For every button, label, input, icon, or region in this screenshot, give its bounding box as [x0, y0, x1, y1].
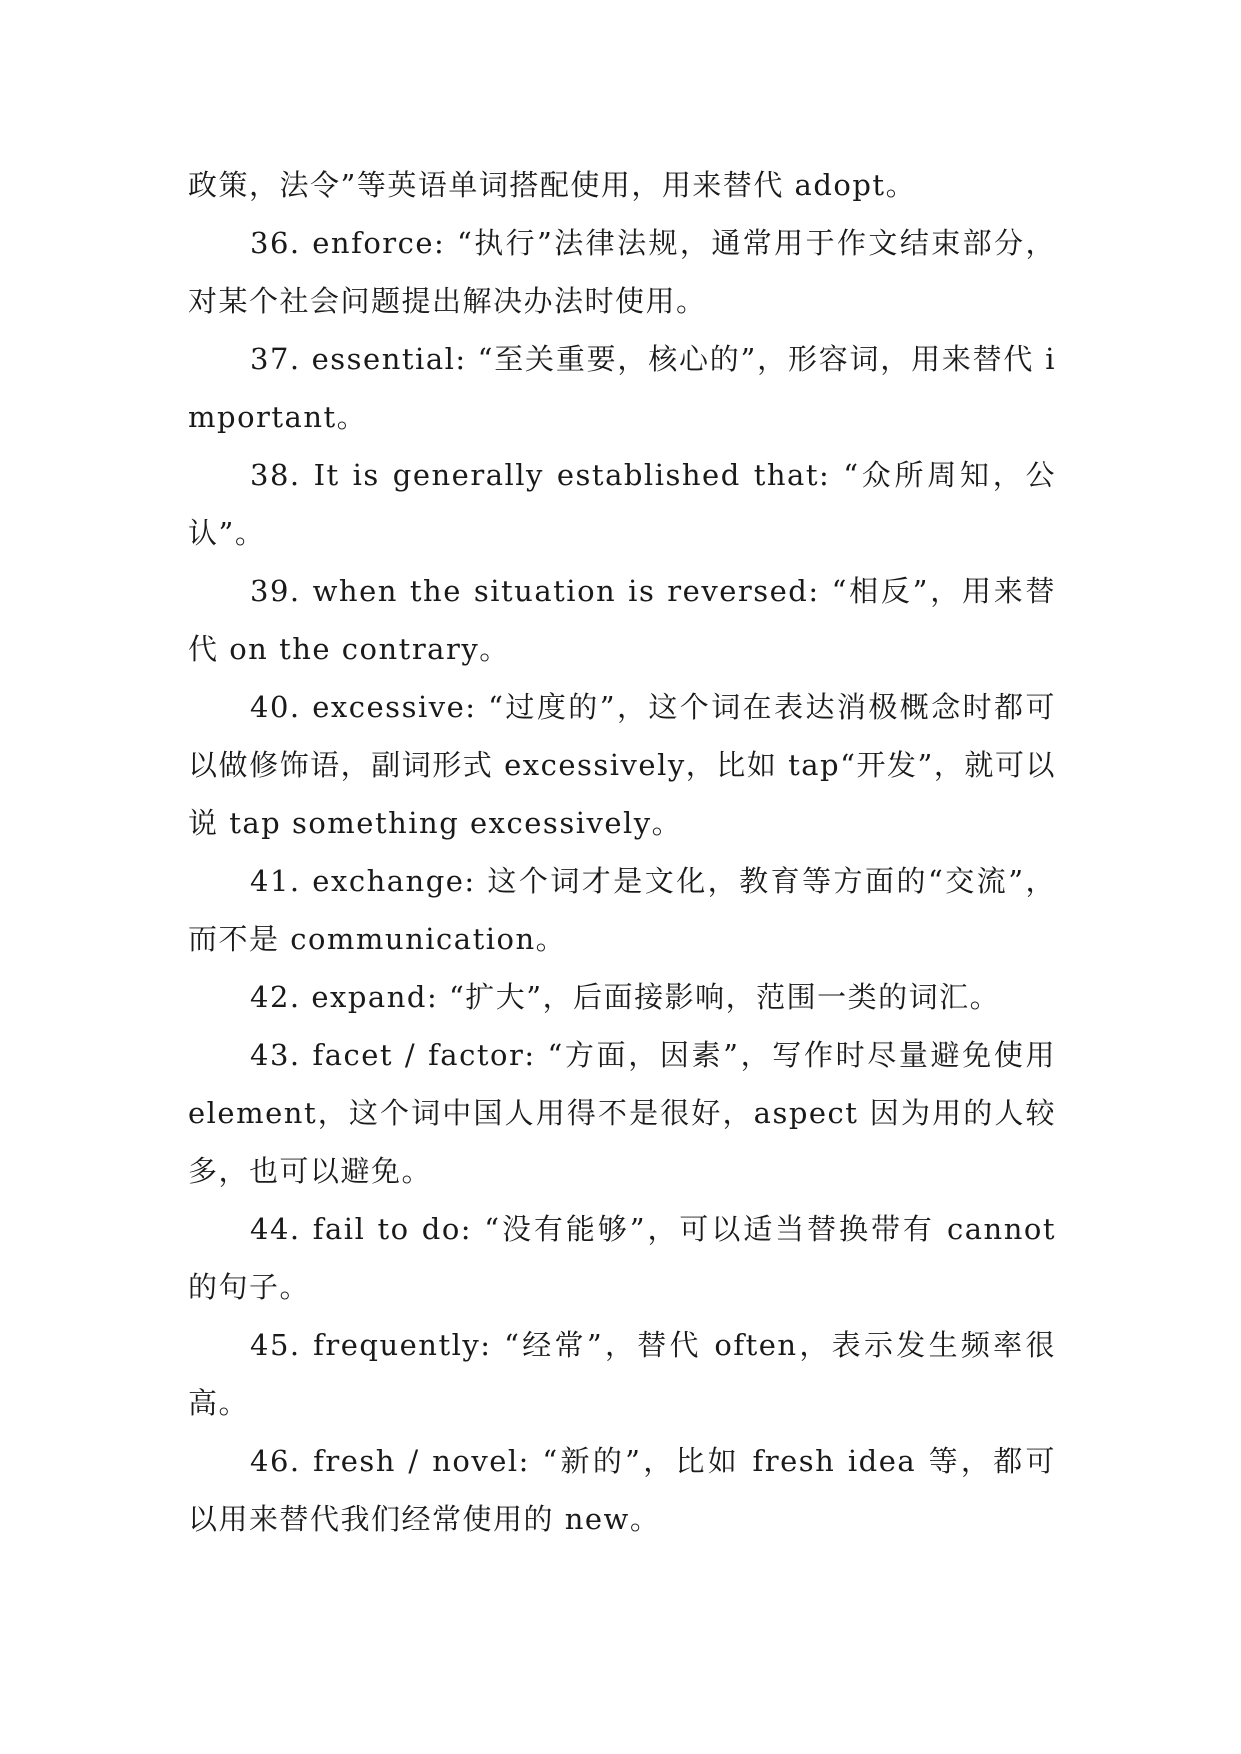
paragraph-36-enforce: 36. enforce: “执行”法律法规，通常用于作文结束部分，对某个社会问题提出解决办法时使用。	[188, 226, 1056, 318]
paragraph-45-frequently: 45. frequently: “经常”，替代 often，表示发生频率很高。	[188, 1328, 1056, 1420]
paragraph-37-essential: 37. essential: “至关重要，核心的”，形容词，用来替代 important。	[188, 342, 1056, 434]
paragraph-46-fresh-novel: 46. fresh / novel: “新的”，比如 fresh idea 等，都可以用来替代我们经常使用的 new。	[188, 1444, 1056, 1536]
paragraph-35-continuation: 政策，法令”等英语单词搭配使用，用来替代 adopt。	[188, 168, 917, 202]
paragraph-39-situation-reversed: 39. when the situation is reversed: “相反”，用来替代 on the contrary。	[188, 574, 1056, 666]
paragraph-44-fail-to-do: 44. fail to do: “没有能够”，可以适当替换带有 cannot 的句子。	[188, 1212, 1056, 1304]
paragraph-43-facet-factor: 43. facet / factor: “方面，因素”，写作时尽量避免使用 element，这个词中国人用得不是很好，aspect 因为用的人较多，也可以避免。	[188, 1038, 1056, 1188]
paragraph-41-exchange: 41. exchange: 这个词才是文化，教育等方面的“交流”，而不是 communication。	[188, 864, 1056, 956]
paragraph-42-expand: 42. expand: “扩大”，后面接影响，范围一类的词汇。	[250, 980, 1001, 1014]
paragraph-40-excessive: 40. excessive: “过度的”，这个词在表达消极概念时都可以做修饰语，副词形式 excessively，比如 tap“开发”，就可以说 tap something excessively。	[188, 690, 1056, 840]
paragraph-38-generally-established: 38. It is generally established that: “众所周知，公认”。	[188, 458, 1056, 550]
body-text	[188, 156, 1056, 1548]
